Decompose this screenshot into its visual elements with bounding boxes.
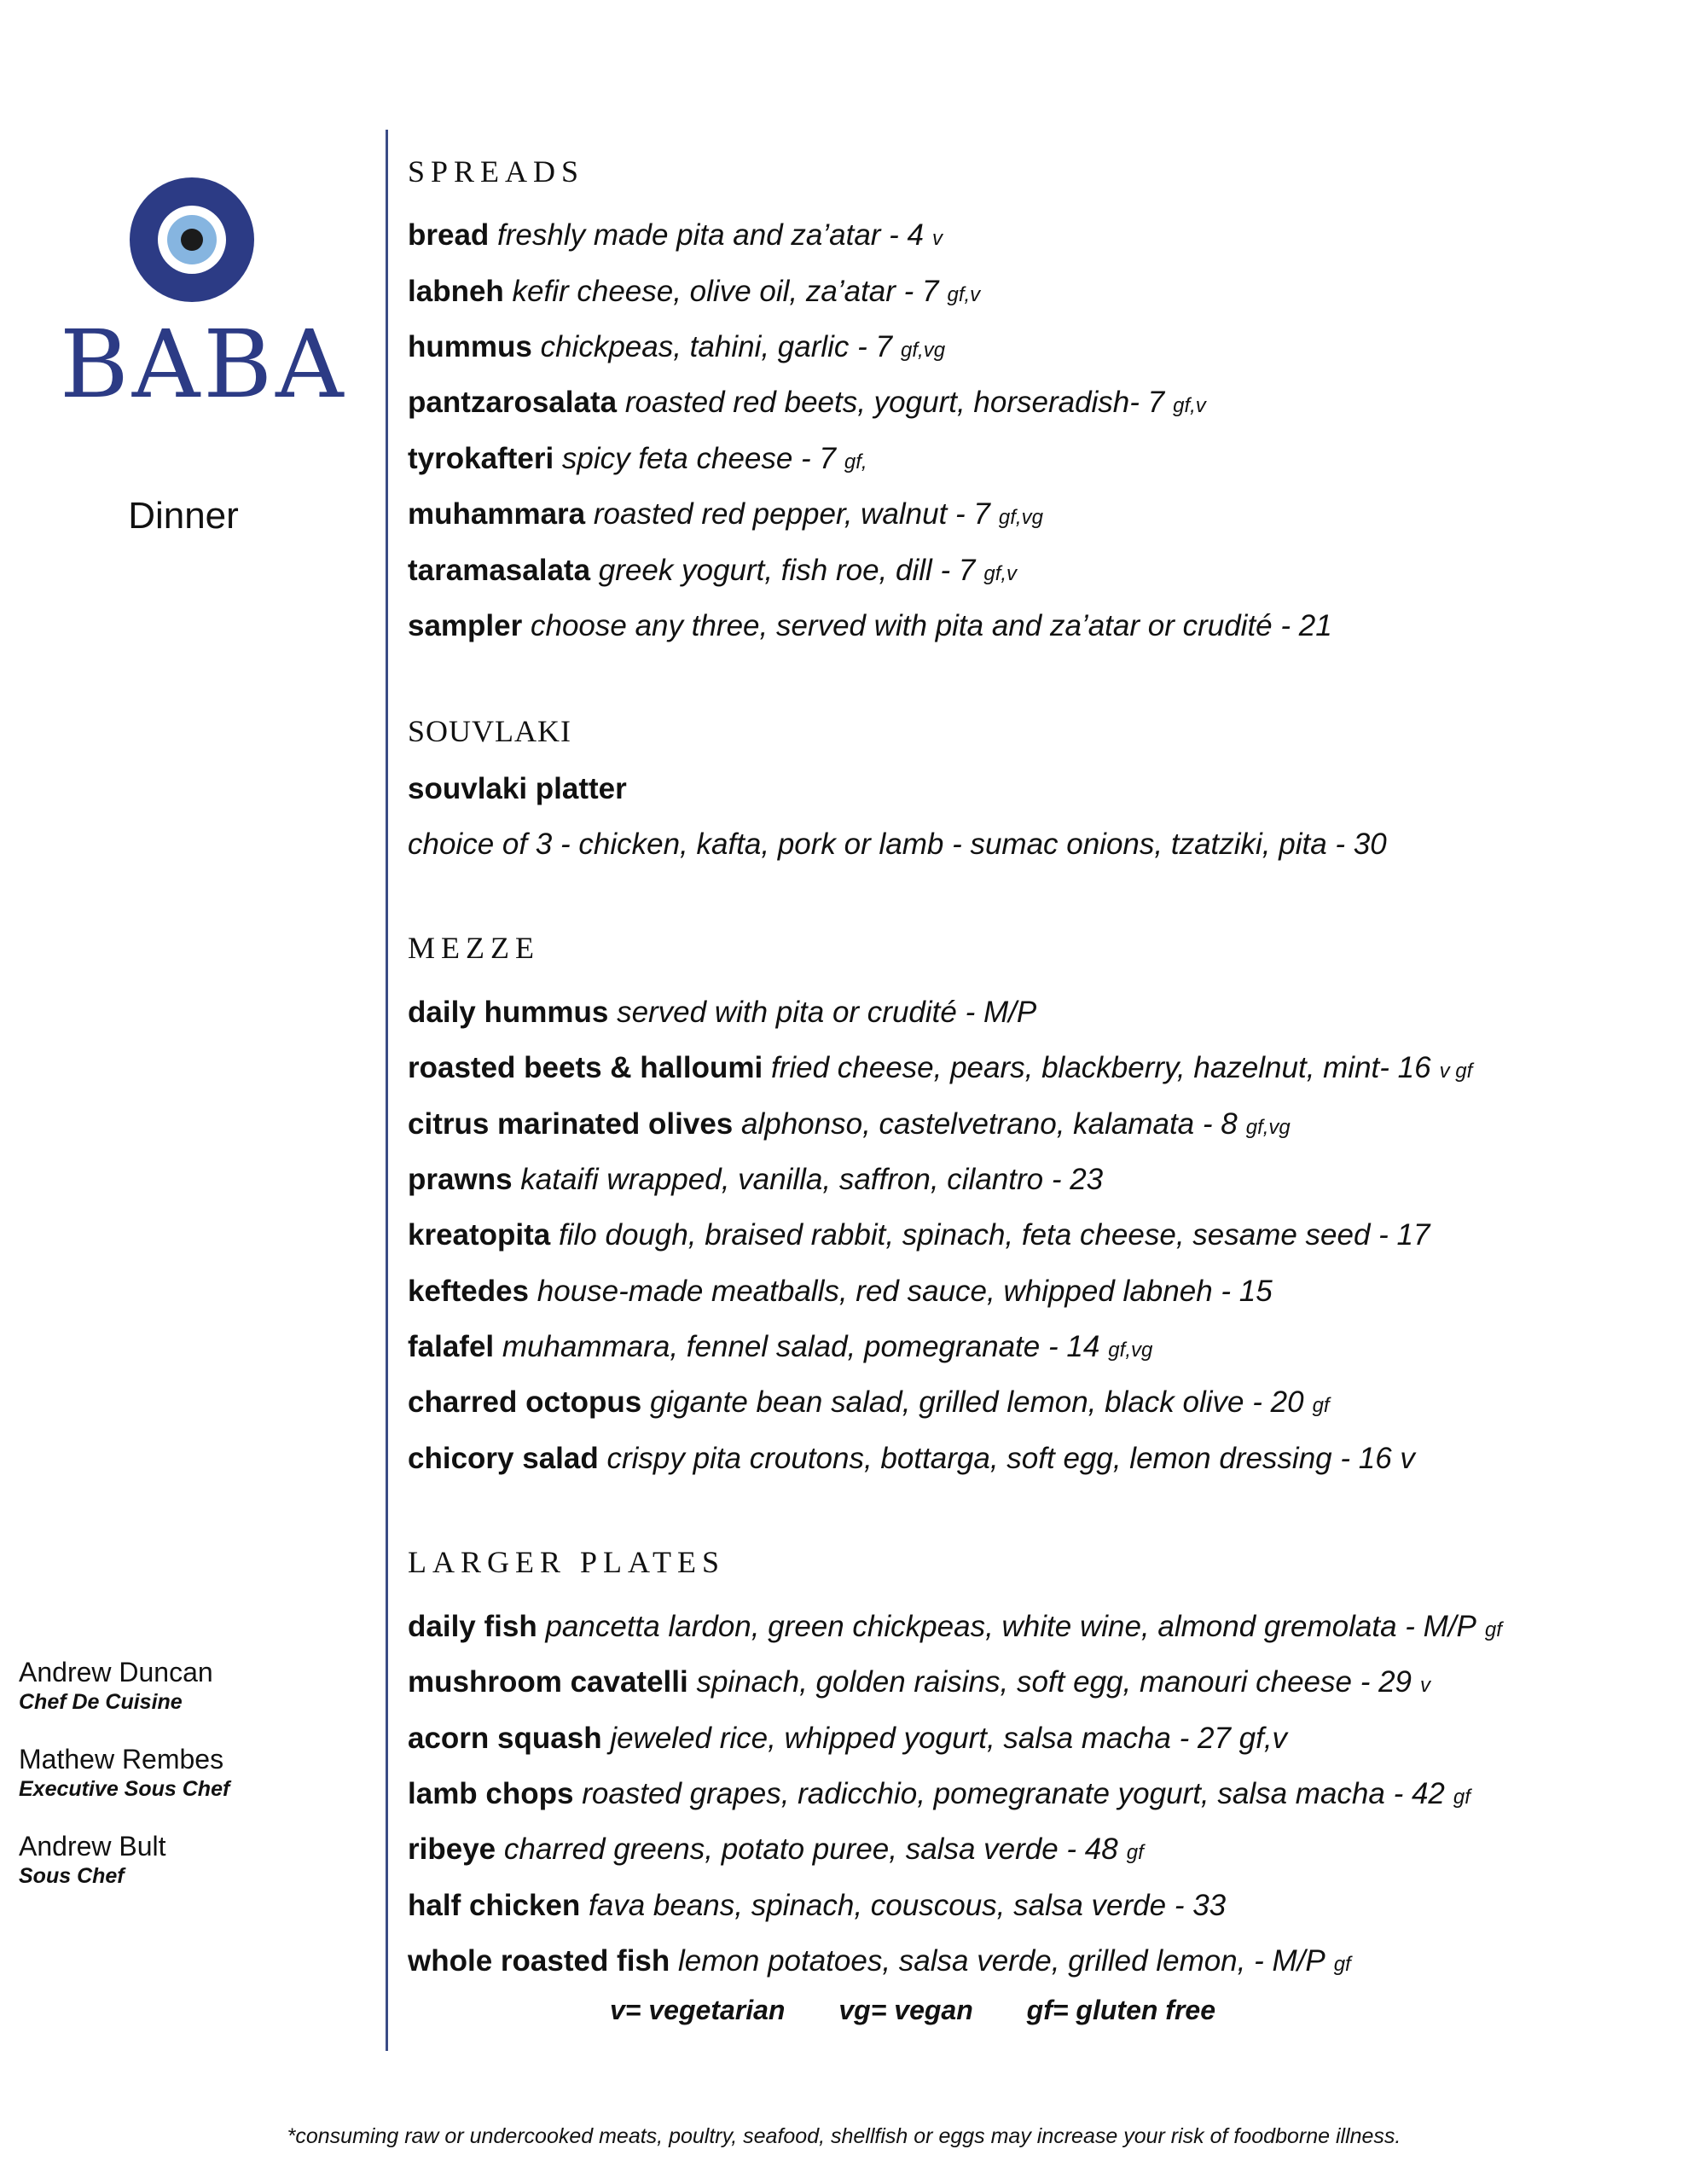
staff-member <box>19 1655 213 1715</box>
staff-role: Executive Sous Chef <box>19 1777 230 1801</box>
section-title-mezze: MEZZE <box>408 931 540 965</box>
item-name: kreatopita <box>408 1218 551 1252</box>
item-tags: v gf <box>1439 1060 1473 1083</box>
staff-role: Chef De Cuisine <box>19 1690 183 1714</box>
menu-item <box>408 496 1043 537</box>
item-name: charred octopus <box>408 1385 642 1419</box>
menu-item <box>408 1440 1424 1481</box>
menu-item <box>408 217 943 258</box>
item-name: roasted beets & halloumi <box>408 1051 763 1084</box>
item-tags: gf,vg <box>1245 1116 1291 1139</box>
item-desc: muhammara, fennel salad, pomegranate - 14 <box>502 1330 1100 1363</box>
item-desc: roasted red beets, yogurt, horseradish- 7 <box>624 386 1165 419</box>
item-desc: fried cheese, pears, blackberry, hazelnut, mint- 16 <box>770 1051 1431 1084</box>
item-name: prawns <box>408 1163 513 1196</box>
item-desc: house-made meatballs, red sauce, whipped labneh - 15 <box>537 1275 1273 1308</box>
item-name: muhammara <box>408 497 586 531</box>
item-tags: gf,vg <box>998 506 1043 529</box>
item-desc: fava beans, spinach, couscous, salsa verde - 33 <box>589 1889 1227 1922</box>
item-name: daily hummus <box>408 996 609 1029</box>
item-name: acorn squash <box>408 1722 602 1755</box>
item-name: bread <box>408 218 490 252</box>
legend-vegan: vg= vegan <box>838 1995 973 2025</box>
item-name: half chicken <box>408 1889 581 1922</box>
item-tags: gf, <box>844 450 867 473</box>
item-desc: freshly made pita and za’atar - 4 <box>497 218 925 252</box>
staff-member <box>19 1829 166 1889</box>
item-tags: gf,v <box>983 562 1018 585</box>
item-name: keftedes <box>408 1275 530 1308</box>
menu-item <box>408 1217 1438 1258</box>
item-desc: spicy feta cheese - 7 <box>561 442 836 475</box>
menu-item <box>408 1943 1351 1984</box>
menu-item <box>408 384 1206 425</box>
legend-gluten-free: gf= gluten free <box>1026 1995 1215 2025</box>
section-title-larger-plates: LARGER PLATES <box>408 1545 726 1579</box>
item-name: pantzarosalata <box>408 386 618 419</box>
item-name: whole roasted fish <box>408 1944 670 1978</box>
item-name: hummus <box>408 330 532 363</box>
item-desc: charred greens, potato puree, salsa verde - 48 <box>503 1833 1118 1866</box>
item-name: sampler <box>408 609 523 642</box>
item-desc: filo dough, braised rabbit, spinach, feta cheese, sesame seed - 17 <box>559 1218 1430 1252</box>
menu-item <box>408 328 945 369</box>
item-tags: v <box>1420 1674 1431 1697</box>
staff-name: Andrew Duncan <box>19 1657 213 1687</box>
menu-item <box>408 1049 1472 1090</box>
item-name: mushroom cavatelli <box>408 1665 688 1699</box>
item-name: chicory salad <box>408 1442 599 1475</box>
staff-name: Mathew Rembes <box>19 1744 224 1774</box>
item-desc: choice of 3 - chicken, kafta, pork or lamb - sumac onions, tzatziki, pita - 30 <box>408 828 1387 861</box>
menu-item <box>408 1664 1430 1705</box>
item-desc: pancetta lardon, green chickpeas, white wine, almond gremolata - M/P <box>545 1610 1476 1643</box>
item-desc: lemon potatoes, salsa verde, grilled lemon, - M/P <box>678 1944 1325 1978</box>
dietary-legend <box>610 1995 1262 2026</box>
section-title-souvlaki: SOUVLAKI <box>408 714 571 748</box>
item-tags: gf <box>1484 1618 1502 1641</box>
item-tags: v <box>932 227 943 250</box>
item-desc: alphonso, castelvetrano, kalamata - 8 <box>741 1107 1238 1141</box>
menu-item <box>408 1720 1296 1761</box>
menu-subtitle: Dinner <box>128 495 239 537</box>
item-desc: roasted grapes, radicchio, pomegranate yogurt, salsa macha - 42 <box>582 1777 1445 1810</box>
item-desc: served with pita or crudité - M/P <box>617 996 1037 1029</box>
menu-item <box>408 273 980 314</box>
food-safety-footnote: *consuming raw or undercooked meats, poultry, seafood, shellfish or eggs may increase your risk of foodborne illness. <box>287 2124 1401 2148</box>
menu-item <box>408 1273 1281 1314</box>
staff-role: Sous Chef <box>19 1864 125 1888</box>
item-name: falafel <box>408 1330 495 1363</box>
item-name: labneh <box>408 275 504 308</box>
legend-vegetarian: v= vegetarian <box>610 1995 786 2025</box>
menu-item <box>408 1887 1234 1928</box>
item-name: taramasalata <box>408 554 591 587</box>
menu-item <box>408 1608 1502 1649</box>
item-tags: gf <box>1333 1953 1351 1976</box>
menu-item <box>408 1775 1470 1816</box>
staff-member <box>19 1742 229 1802</box>
menu-item <box>408 994 1045 1035</box>
item-tags: gf,vg <box>1108 1339 1153 1362</box>
menu-item <box>408 770 627 808</box>
item-name: citrus marinated olives <box>408 1107 734 1141</box>
menu-item <box>408 1106 1291 1147</box>
staff-name: Andrew Bult <box>19 1831 166 1862</box>
item-desc: jeweled rice, whipped yogurt, salsa macha - 27 gf,v <box>610 1722 1288 1755</box>
item-name: ribeye <box>408 1833 496 1866</box>
menu-item-desc-line <box>408 826 1387 863</box>
item-tags: gf <box>1453 1786 1470 1809</box>
column-divider <box>386 130 388 2051</box>
menu-item <box>408 607 1341 648</box>
menu-item <box>408 1328 1152 1369</box>
item-desc: kefir cheese, olive oil, za’atar - 7 <box>512 275 939 308</box>
item-desc: crispy pita croutons, bottarga, soft egg, lemon dressing - 16 v <box>606 1442 1415 1475</box>
item-tags: gf,vg <box>901 339 946 362</box>
section-title-spreads: SPREADS <box>408 154 585 189</box>
item-desc: kataifi wrapped, vanilla, saffron, cilantro - 23 <box>520 1163 1104 1196</box>
menu-item <box>408 1384 1330 1425</box>
item-name: tyrokafteri <box>408 442 554 475</box>
item-desc: gigante bean salad, grilled lemon, black olive - 20 <box>649 1385 1304 1419</box>
item-desc: greek yogurt, fish roe, dill - 7 <box>598 554 976 587</box>
item-desc: chickpeas, tahini, garlic - 7 <box>540 330 893 363</box>
menu-item <box>408 440 867 481</box>
item-desc: roasted red pepper, walnut - 7 <box>593 497 990 531</box>
item-name: lamb chops <box>408 1777 574 1810</box>
item-name: daily fish <box>408 1610 537 1643</box>
evil-eye-logo-icon <box>130 177 254 302</box>
item-desc: spinach, golden raisins, soft egg, manouri cheese - 29 <box>696 1665 1412 1699</box>
item-tags: gf <box>1312 1394 1330 1417</box>
item-tags: gf,v <box>1173 394 1206 417</box>
menu-item <box>408 1831 1144 1872</box>
item-tags: gf <box>1126 1841 1144 1864</box>
item-tags: gf,v <box>947 283 981 306</box>
item-desc: choose any three, served with pita and za’atar or crudité - 21 <box>530 609 1332 642</box>
brand-name: BABA <box>60 310 347 419</box>
menu-item <box>408 552 1017 593</box>
menu-item <box>408 1161 1111 1202</box>
item-name: souvlaki platter <box>408 772 627 805</box>
